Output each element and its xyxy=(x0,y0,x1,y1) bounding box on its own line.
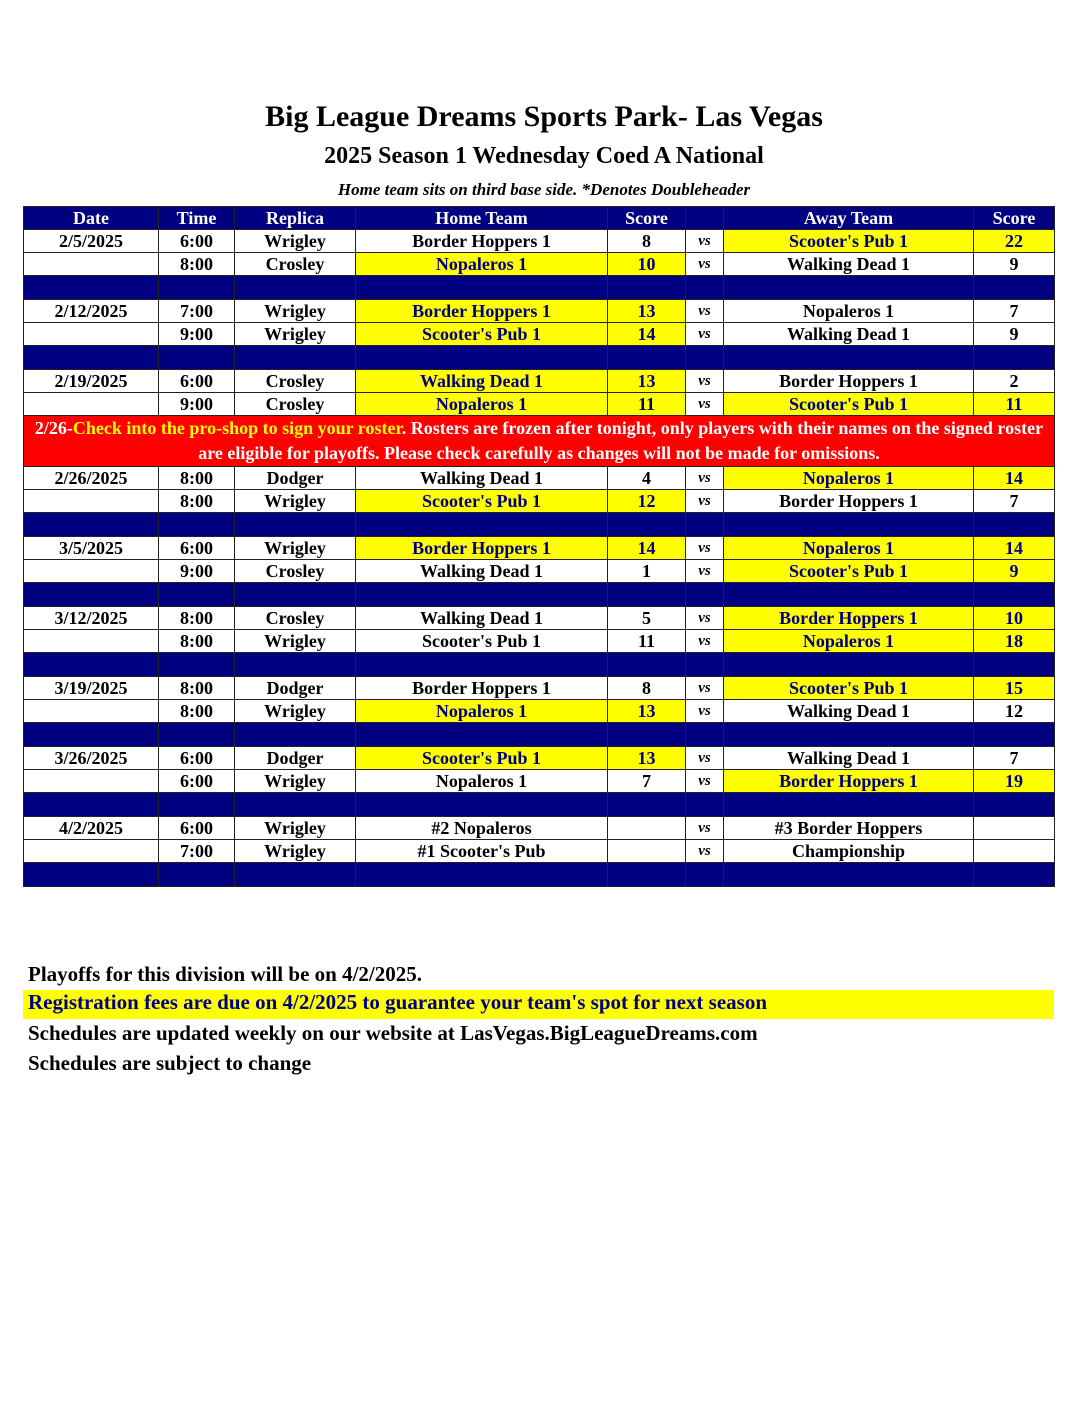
vs-label: vs xyxy=(686,560,724,583)
game-date xyxy=(24,490,159,513)
game-row xyxy=(24,300,1055,323)
separator-cell xyxy=(159,653,235,677)
game-row xyxy=(24,253,1055,276)
home-team: Scooter's Pub 1 xyxy=(356,490,608,513)
schedule-table xyxy=(23,206,1055,887)
game-time: 6:00 xyxy=(159,537,235,560)
home-score: 14 xyxy=(608,537,686,560)
away-team: Border Hoppers 1 xyxy=(724,370,974,393)
away-score: 19 xyxy=(974,770,1055,793)
vs-label: vs xyxy=(686,393,724,416)
game-row xyxy=(24,370,1055,393)
separator-cell xyxy=(974,863,1055,887)
away-team: Walking Dead 1 xyxy=(724,747,974,770)
separator-cell xyxy=(686,276,724,300)
home-team: #2 Nopaleros xyxy=(356,817,608,840)
roster-banner-row xyxy=(24,416,1055,467)
game-date: 3/12/2025 xyxy=(24,607,159,630)
separator-cell xyxy=(159,723,235,747)
week-separator xyxy=(24,793,1055,817)
separator-cell xyxy=(24,346,159,370)
col-replica: Replica xyxy=(235,207,356,230)
separator-cell xyxy=(24,863,159,887)
away-team: Scooter's Pub 1 xyxy=(724,560,974,583)
away-score: 22 xyxy=(974,230,1055,253)
separator-cell xyxy=(356,583,608,607)
vs-label: vs xyxy=(686,677,724,700)
separator-cell xyxy=(686,653,724,677)
week-separator xyxy=(24,276,1055,300)
vs-label: vs xyxy=(686,490,724,513)
game-row xyxy=(24,840,1055,863)
vs-label: vs xyxy=(686,537,724,560)
away-score: 12 xyxy=(974,700,1055,723)
home-score: 13 xyxy=(608,747,686,770)
away-team: Scooter's Pub 1 xyxy=(724,393,974,416)
away-team: Scooter's Pub 1 xyxy=(724,677,974,700)
roster-banner xyxy=(24,416,1055,467)
game-time: 8:00 xyxy=(159,607,235,630)
game-row xyxy=(24,560,1055,583)
separator-cell xyxy=(724,513,974,537)
game-replica: Crosley xyxy=(235,370,356,393)
game-date: 2/19/2025 xyxy=(24,370,159,393)
separator-cell xyxy=(356,723,608,747)
home-team: Border Hoppers 1 xyxy=(356,300,608,323)
home-team-note: Home team sits on third base side. *Denotes Doubleheader xyxy=(337,180,751,199)
game-time: 6:00 xyxy=(159,770,235,793)
home-score xyxy=(608,817,686,840)
game-time: 8:00 xyxy=(159,490,235,513)
away-score: 9 xyxy=(974,253,1055,276)
game-row xyxy=(24,537,1055,560)
home-team: Walking Dead 1 xyxy=(356,607,608,630)
separator-cell xyxy=(235,583,356,607)
game-time: 7:00 xyxy=(159,300,235,323)
col-home-score: Score xyxy=(608,207,686,230)
away-score: 7 xyxy=(974,490,1055,513)
separator-cell xyxy=(356,653,608,677)
separator-cell xyxy=(608,793,686,817)
home-team: Nopaleros 1 xyxy=(356,393,608,416)
separator-cell xyxy=(686,723,724,747)
game-date: 3/19/2025 xyxy=(24,677,159,700)
game-date xyxy=(24,770,159,793)
game-time: 6:00 xyxy=(159,370,235,393)
separator-cell xyxy=(159,863,235,887)
banner-date: 2/26- xyxy=(34,418,73,438)
separator-cell xyxy=(159,793,235,817)
vs-label: vs xyxy=(686,370,724,393)
game-date xyxy=(24,700,159,723)
change-note: Schedules are subject to change xyxy=(28,1051,312,1075)
game-time: 9:00 xyxy=(159,393,235,416)
separator-cell xyxy=(24,723,159,747)
game-row xyxy=(24,490,1055,513)
separator-cell xyxy=(608,863,686,887)
home-team: Border Hoppers 1 xyxy=(356,677,608,700)
game-time: 6:00 xyxy=(159,747,235,770)
game-time: 8:00 xyxy=(159,677,235,700)
col-time: Time xyxy=(159,207,235,230)
game-time: 6:00 xyxy=(159,230,235,253)
separator-cell xyxy=(608,653,686,677)
separator-cell xyxy=(608,346,686,370)
home-score: 7 xyxy=(608,770,686,793)
game-row xyxy=(24,770,1055,793)
col-home-team: Home Team xyxy=(356,207,608,230)
separator-cell xyxy=(235,513,356,537)
game-replica: Wrigley xyxy=(235,490,356,513)
game-row xyxy=(24,323,1055,346)
away-team: Walking Dead 1 xyxy=(724,323,974,346)
game-replica: Wrigley xyxy=(235,770,356,793)
home-team: Border Hoppers 1 xyxy=(356,230,608,253)
vs-label: vs xyxy=(686,630,724,653)
away-score xyxy=(974,817,1055,840)
home-score: 4 xyxy=(608,467,686,490)
game-replica: Wrigley xyxy=(235,840,356,863)
separator-cell xyxy=(159,513,235,537)
vs-label: vs xyxy=(686,300,724,323)
separator-cell xyxy=(356,863,608,887)
separator-cell xyxy=(686,583,724,607)
game-row xyxy=(24,230,1055,253)
away-team: Nopaleros 1 xyxy=(724,630,974,653)
home-team: Scooter's Pub 1 xyxy=(356,323,608,346)
game-time: 8:00 xyxy=(159,253,235,276)
separator-cell xyxy=(686,793,724,817)
separator-cell xyxy=(356,346,608,370)
separator-cell xyxy=(235,863,356,887)
game-replica: Dodger xyxy=(235,677,356,700)
game-replica: Wrigley xyxy=(235,537,356,560)
game-date xyxy=(24,840,159,863)
vs-label: vs xyxy=(686,700,724,723)
vs-label: vs xyxy=(686,323,724,346)
separator-cell xyxy=(235,653,356,677)
separator-cell xyxy=(724,653,974,677)
game-date xyxy=(24,323,159,346)
separator-cell xyxy=(235,793,356,817)
separator-cell xyxy=(974,583,1055,607)
home-score: 10 xyxy=(608,253,686,276)
game-date: 2/5/2025 xyxy=(24,230,159,253)
game-replica: Dodger xyxy=(235,747,356,770)
banner-text: . Rosters are frozen after tonight, only players with their names on the signed roster are eligible for playoffs. Please check carefully as changes will not be made for omissions. xyxy=(198,418,1044,463)
game-replica: Wrigley xyxy=(235,323,356,346)
separator-cell xyxy=(686,513,724,537)
col-date: Date xyxy=(24,207,159,230)
separator-cell xyxy=(159,276,235,300)
col-away-team: Away Team xyxy=(724,207,974,230)
separator-cell xyxy=(608,723,686,747)
col-away-score: Score xyxy=(974,207,1055,230)
separator-cell xyxy=(974,723,1055,747)
home-score: 12 xyxy=(608,490,686,513)
separator-cell xyxy=(159,583,235,607)
game-replica: Crosley xyxy=(235,560,356,583)
vs-label: vs xyxy=(686,817,724,840)
separator-cell xyxy=(724,723,974,747)
home-team: Walking Dead 1 xyxy=(356,467,608,490)
game-replica: Wrigley xyxy=(235,230,356,253)
separator-cell xyxy=(724,583,974,607)
vs-label: vs xyxy=(686,770,724,793)
separator-cell xyxy=(974,793,1055,817)
game-date: 4/2/2025 xyxy=(24,817,159,840)
home-team: Walking Dead 1 xyxy=(356,370,608,393)
game-time: 9:00 xyxy=(159,323,235,346)
away-team: Walking Dead 1 xyxy=(724,700,974,723)
week-separator xyxy=(24,723,1055,747)
division-subtitle: 2025 Season 1 Wednesday Coed A National xyxy=(324,143,764,169)
game-replica: Wrigley xyxy=(235,817,356,840)
separator-cell xyxy=(356,513,608,537)
game-replica: Wrigley xyxy=(235,700,356,723)
separator-cell xyxy=(235,346,356,370)
game-replica: Dodger xyxy=(235,467,356,490)
away-score: 15 xyxy=(974,677,1055,700)
game-time: 8:00 xyxy=(159,467,235,490)
away-team: Border Hoppers 1 xyxy=(724,490,974,513)
game-replica: Wrigley xyxy=(235,300,356,323)
game-row xyxy=(24,677,1055,700)
away-score: 9 xyxy=(974,560,1055,583)
game-row xyxy=(24,467,1055,490)
home-score: 13 xyxy=(608,700,686,723)
home-score: 8 xyxy=(608,677,686,700)
away-score: 2 xyxy=(974,370,1055,393)
game-row xyxy=(24,700,1055,723)
separator-cell xyxy=(24,276,159,300)
away-score: 18 xyxy=(974,630,1055,653)
game-time: 6:00 xyxy=(159,817,235,840)
separator-cell xyxy=(24,793,159,817)
week-separator xyxy=(24,513,1055,537)
game-replica: Crosley xyxy=(235,607,356,630)
vs-label: vs xyxy=(686,747,724,770)
home-score: 13 xyxy=(608,300,686,323)
game-date xyxy=(24,393,159,416)
separator-cell xyxy=(724,276,974,300)
home-team: Nopaleros 1 xyxy=(356,700,608,723)
game-replica: Wrigley xyxy=(235,630,356,653)
home-score: 13 xyxy=(608,370,686,393)
page-title: Big League Dreams Sports Park- Las Vegas xyxy=(265,100,823,133)
home-team: Walking Dead 1 xyxy=(356,560,608,583)
banner-highlight: Check into the pro-shop to sign your roster xyxy=(72,418,402,438)
week-separator xyxy=(24,346,1055,370)
game-date: 3/5/2025 xyxy=(24,537,159,560)
vs-label: vs xyxy=(686,840,724,863)
game-replica: Crosley xyxy=(235,253,356,276)
week-separator xyxy=(24,583,1055,607)
separator-cell xyxy=(608,583,686,607)
game-date xyxy=(24,630,159,653)
game-row xyxy=(24,607,1055,630)
away-score: 14 xyxy=(974,467,1055,490)
schedule-body xyxy=(24,230,1055,887)
home-team: Nopaleros 1 xyxy=(356,770,608,793)
game-row xyxy=(24,393,1055,416)
separator-cell xyxy=(608,513,686,537)
home-score: 5 xyxy=(608,607,686,630)
separator-cell xyxy=(974,276,1055,300)
separator-cell xyxy=(24,653,159,677)
home-team: Scooter's Pub 1 xyxy=(356,747,608,770)
week-separator xyxy=(24,653,1055,677)
game-date xyxy=(24,253,159,276)
vs-label: vs xyxy=(686,230,724,253)
home-score: 11 xyxy=(608,630,686,653)
away-score: 11 xyxy=(974,393,1055,416)
playoffs-note: Playoffs for this division will be on 4/2/2025. xyxy=(28,962,422,986)
away-team: Nopaleros 1 xyxy=(724,537,974,560)
game-row xyxy=(24,817,1055,840)
separator-cell xyxy=(159,346,235,370)
away-team: Border Hoppers 1 xyxy=(724,607,974,630)
home-score: 11 xyxy=(608,393,686,416)
game-date: 3/26/2025 xyxy=(24,747,159,770)
home-score: 8 xyxy=(608,230,686,253)
separator-cell xyxy=(356,276,608,300)
game-replica: Crosley xyxy=(235,393,356,416)
game-time: 9:00 xyxy=(159,560,235,583)
vs-label: vs xyxy=(686,607,724,630)
home-score: 14 xyxy=(608,323,686,346)
away-team: #3 Border Hoppers xyxy=(724,817,974,840)
game-row xyxy=(24,747,1055,770)
game-time: 8:00 xyxy=(159,700,235,723)
game-time: 7:00 xyxy=(159,840,235,863)
vs-label: vs xyxy=(686,467,724,490)
header-row xyxy=(24,207,1055,230)
away-team: Border Hoppers 1 xyxy=(724,770,974,793)
separator-cell xyxy=(974,346,1055,370)
home-score xyxy=(608,840,686,863)
col-vs xyxy=(686,207,724,230)
away-score: 9 xyxy=(974,323,1055,346)
home-team: Border Hoppers 1 xyxy=(356,537,608,560)
separator-cell xyxy=(724,863,974,887)
registration-note: Registration fees are due on 4/2/2025 to guarantee your team's spot for next season xyxy=(23,990,1054,1019)
separator-cell xyxy=(686,863,724,887)
away-score: 7 xyxy=(974,300,1055,323)
separator-cell xyxy=(356,793,608,817)
separator-cell xyxy=(24,583,159,607)
away-score: 7 xyxy=(974,747,1055,770)
game-date xyxy=(24,560,159,583)
away-score: 14 xyxy=(974,537,1055,560)
game-date: 2/12/2025 xyxy=(24,300,159,323)
separator-cell xyxy=(974,513,1055,537)
vs-label: vs xyxy=(686,253,724,276)
separator-cell xyxy=(724,793,974,817)
separator-cell xyxy=(235,276,356,300)
game-date: 2/26/2025 xyxy=(24,467,159,490)
away-team: Nopaleros 1 xyxy=(724,300,974,323)
separator-cell xyxy=(608,276,686,300)
website-note: Schedules are updated weekly on our website at LasVegas.BigLeagueDreams.com xyxy=(28,1021,758,1045)
away-score xyxy=(974,840,1055,863)
week-separator xyxy=(24,863,1055,887)
away-score: 10 xyxy=(974,607,1055,630)
home-score: 1 xyxy=(608,560,686,583)
away-team: Championship xyxy=(724,840,974,863)
away-team: Scooter's Pub 1 xyxy=(724,230,974,253)
away-team: Walking Dead 1 xyxy=(724,253,974,276)
away-team: Nopaleros 1 xyxy=(724,467,974,490)
home-team: Scooter's Pub 1 xyxy=(356,630,608,653)
game-time: 8:00 xyxy=(159,630,235,653)
separator-cell xyxy=(724,346,974,370)
separator-cell xyxy=(24,513,159,537)
separator-cell xyxy=(686,346,724,370)
separator-cell xyxy=(235,723,356,747)
separator-cell xyxy=(974,653,1055,677)
home-team: #1 Scooter's Pub xyxy=(356,840,608,863)
game-row xyxy=(24,630,1055,653)
home-team: Nopaleros 1 xyxy=(356,253,608,276)
